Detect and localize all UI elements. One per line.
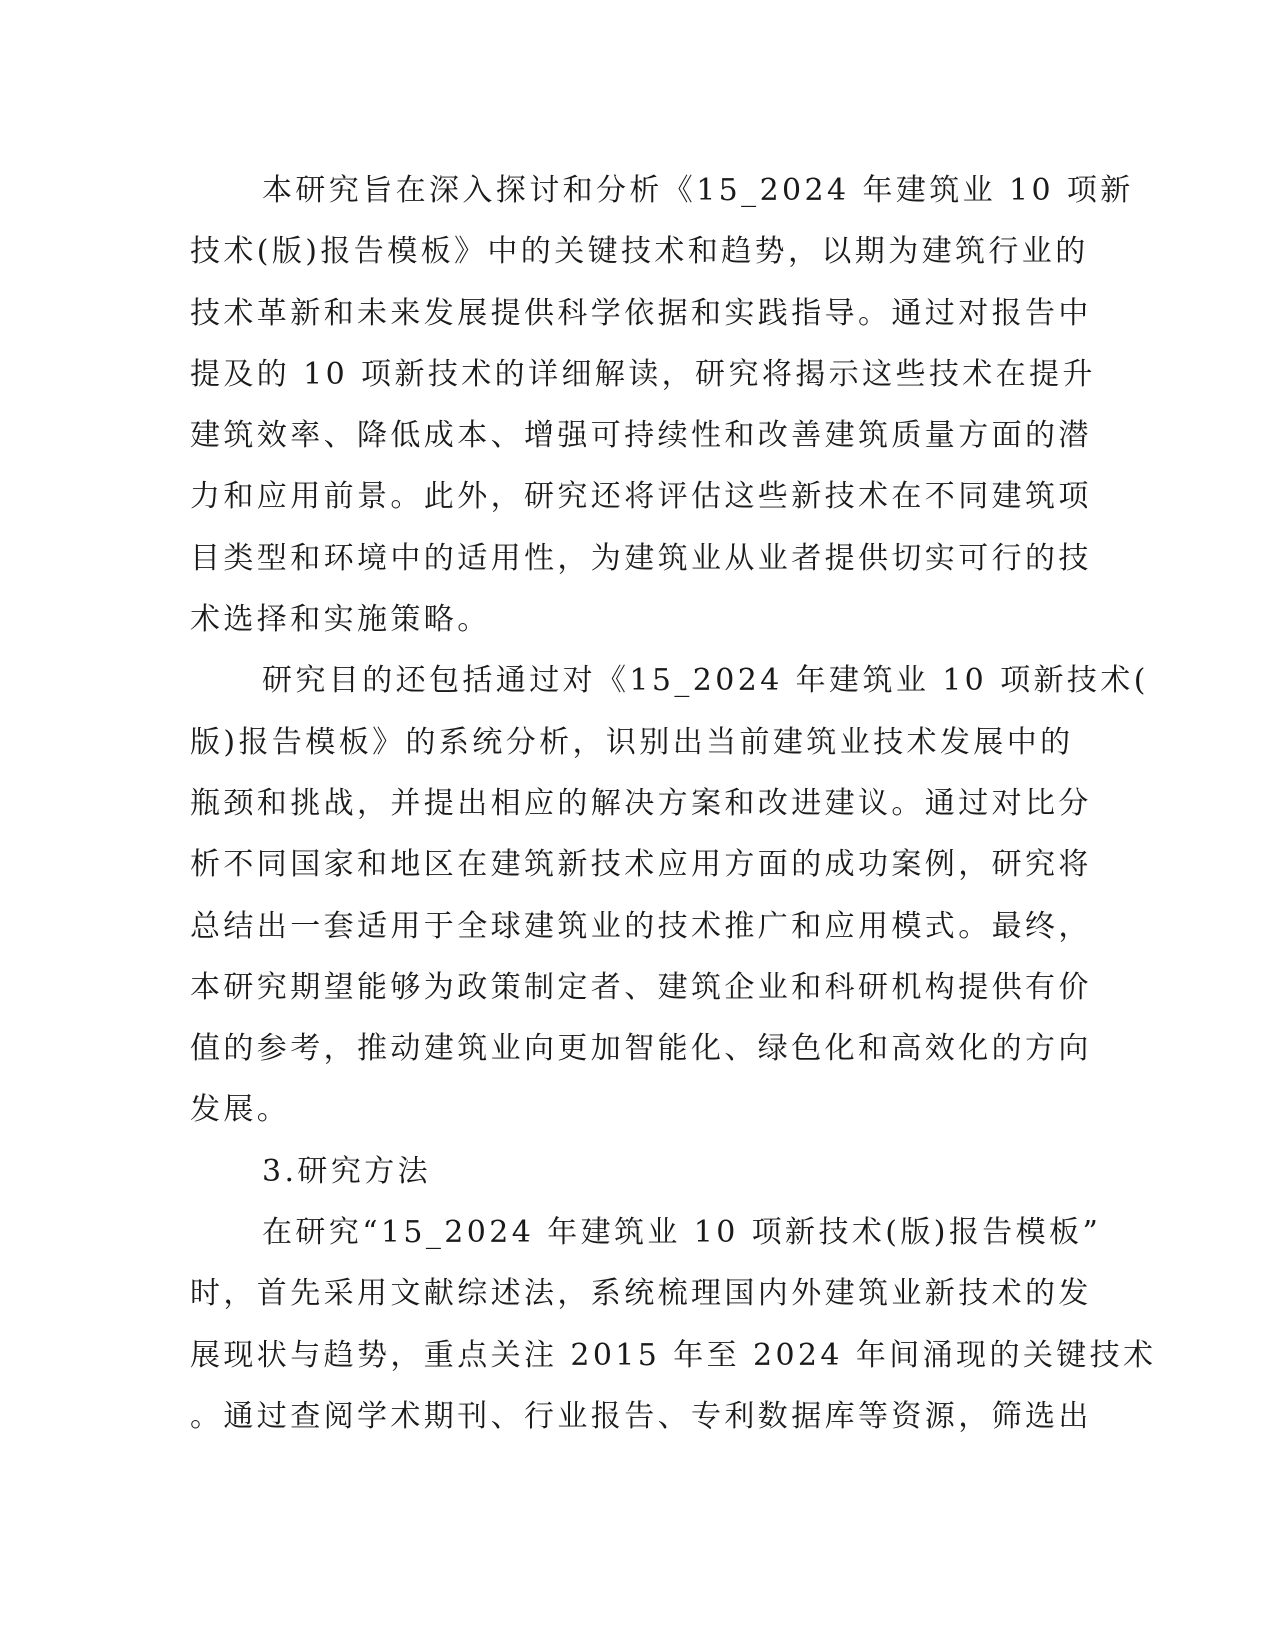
paragraph-line: 发展。 xyxy=(190,1092,291,1128)
section-heading: 3.研究方法 xyxy=(262,1153,432,1189)
paragraph-line: 。通过查阅学术期刊、行业报告、专利数据库等资源，筛选出 xyxy=(190,1398,1092,1434)
paragraph-line: 瓶颈和挑战，并提出相应的解决方案和改进建议。通过对比分 xyxy=(190,785,1092,821)
paragraph-line: 研究目的还包括通过对《15_2024 年建筑业 10 项新技术( xyxy=(262,663,1149,699)
paragraph-line: 时，首先采用文献综述法，系统梳理国内外建筑业新技术的发 xyxy=(190,1276,1092,1312)
paragraph-line: 展现状与趋势，重点关注 2015 年至 2024 年间涌现的关键技术 xyxy=(190,1337,1157,1373)
paragraph-line: 在研究“15_2024 年建筑业 10 项新技术(版)报告模板” xyxy=(262,1215,1102,1251)
paragraph-line: 目类型和环境中的适用性，为建筑业从业者提供切实可行的技 xyxy=(190,540,1092,576)
paragraph-line: 值的参考，推动建筑业向更加智能化、绿色化和高效化的方向 xyxy=(190,1031,1092,1067)
paragraph-line: 本研究期望能够为政策制定者、建筑企业和科研机构提供有价 xyxy=(190,969,1092,1005)
body-text xyxy=(190,160,1157,1447)
paragraph-line: 版)报告模板》的系统分析，识别出当前建筑业技术发展中的 xyxy=(190,724,1074,760)
paragraph-line: 技术(版)报告模板》中的关键技术和趋势，以期为建筑行业的 xyxy=(190,234,1089,270)
paragraph-line: 建筑效率、降低成本、增强可持续性和改善建筑质量方面的潜 xyxy=(190,418,1092,454)
paragraph-line: 本研究旨在深入探讨和分析《15_2024 年建筑业 10 项新 xyxy=(262,173,1134,208)
paragraph-line: 力和应用前景。此外，研究还将评估这些新技术在不同建筑项 xyxy=(190,479,1092,515)
paragraph-line: 总结出一套适用于全球建筑业的技术推广和应用模式。最终， xyxy=(190,908,1092,944)
paragraph-line: 术选择和实施策略。 xyxy=(190,602,491,638)
paragraph-line: 技术革新和未来发展提供科学依据和实践指导。通过对报告中 xyxy=(190,295,1092,331)
paragraph-line: 提及的 10 项新技术的详细解读，研究将揭示这些技术在提升 xyxy=(190,356,1096,392)
paragraph-line: 析不同国家和地区在建筑新技术应用方面的成功案例，研究将 xyxy=(190,847,1092,883)
